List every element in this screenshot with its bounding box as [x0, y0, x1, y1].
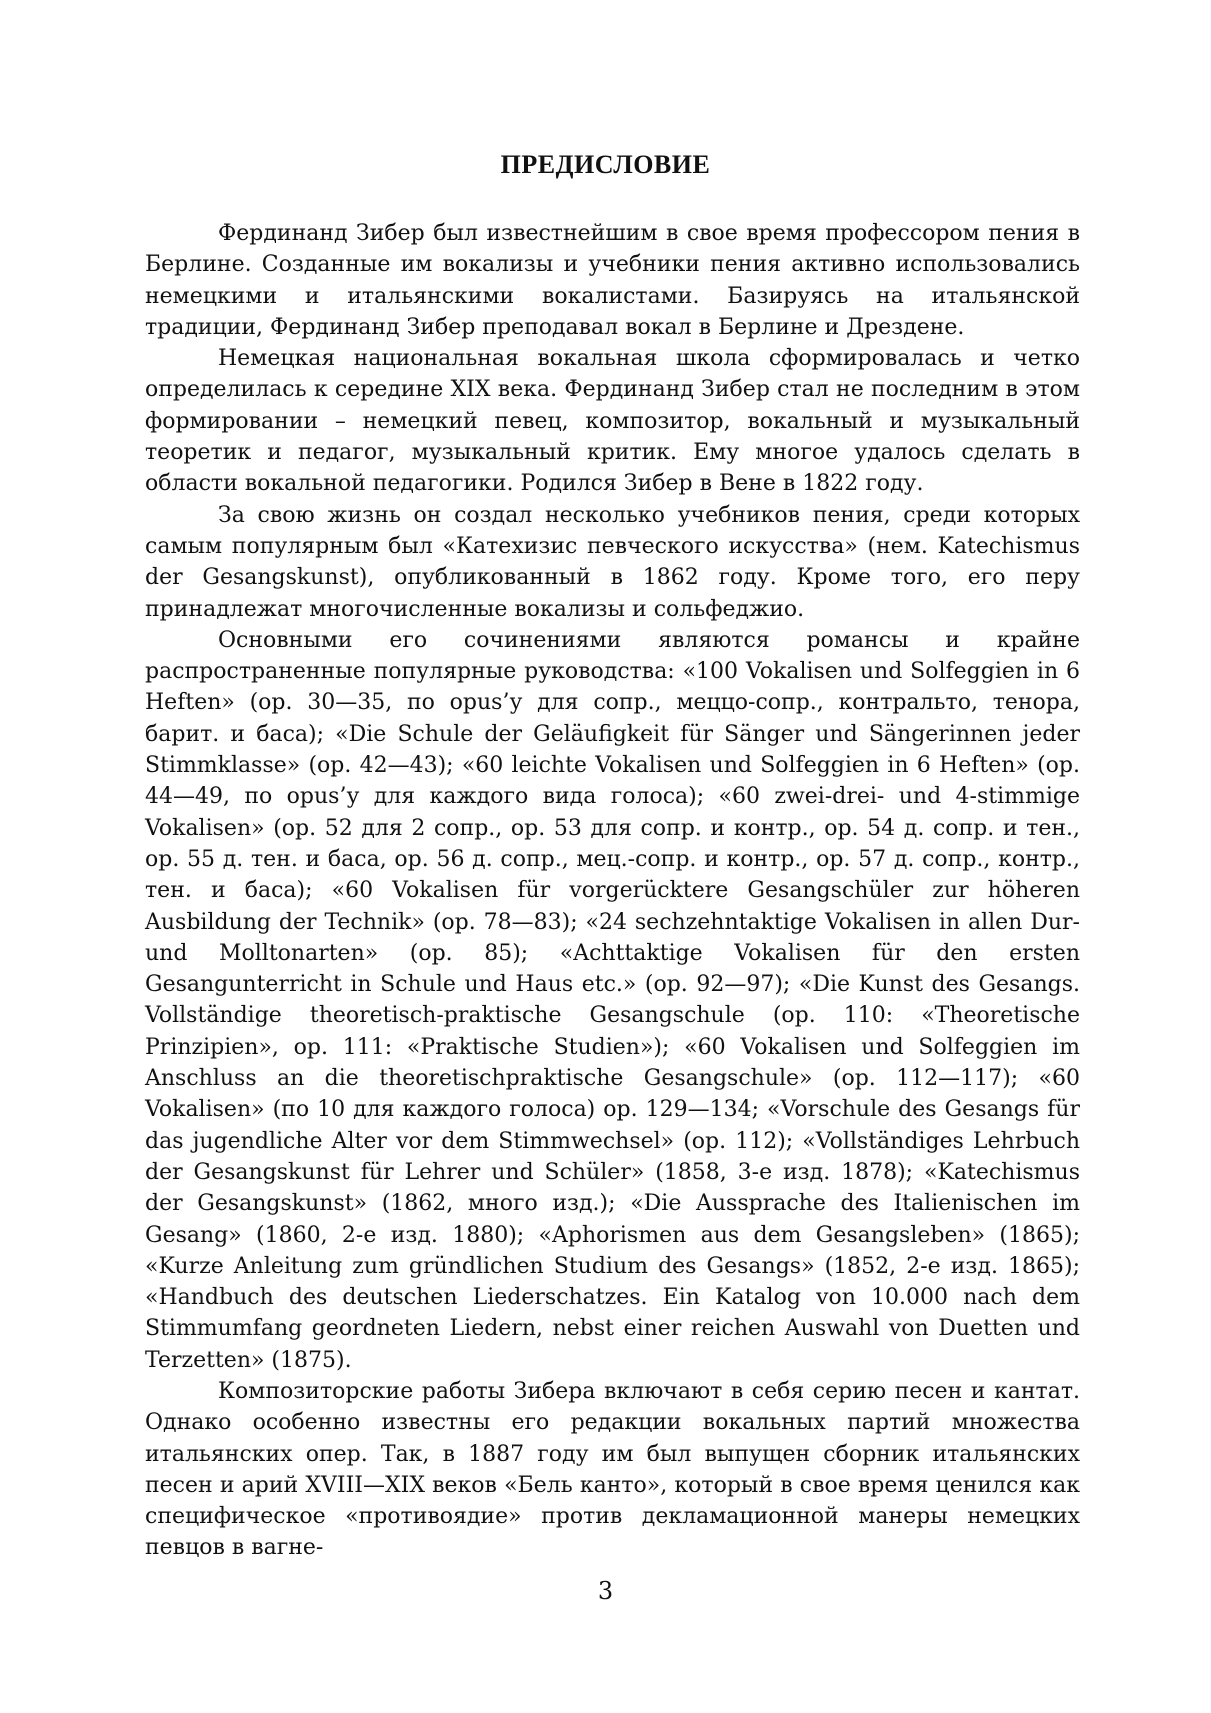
- paragraph: Основными его сочинениями являются романсы и крайне распространенные популярные руководства: «100 Vokalisen und Solfeggien in 6 Heften» (op. 30—35, по opus’у для сопр., меццо-сопр., контральто, тенора, барит. и баса); «Die Schule der Geläufigkeit für Sänger und Sängerinnen jeder Stimmklasse» (op. 42—43); «60 leichte Vokalisen und Solfeggien in 6 Heften» (op. 44—49, по opus’у для каждого вида голоса); «60 zwei-drei- und 4-stimmige Vokalisen» (op. 52 для 2 сопр., op. 53 для сопр. и контр., op. 54 д. сопр. и тен., op. 55 д. тен. и баса, op. 56 д. сопр., мец.-сопр. и контр., op. 57 д. сопр., контр., тен. и баса); «60 Vokalisen für vorgerücktere Gesangschüler zur höheren Ausbildung der Technik» (op. 78—83); «24 sechzehntaktige Vokalisen in allen Dur- und Molltonarten» (op. 85); «Achttaktige Vokalisen für den ersten Gesangunterricht in Schule und Haus etc.» (op. 92—97); «Die Kunst des Gesangs. Vollständige theoretisch-praktische Gesangschule (op. 110: «Theoretische Prinzipien», op. 111: «Praktische Studien»); «60 Vokalisen und Solfeggien im Anschluss an die theoretischpraktische Gesangschule» (op. 112—117); «60 Vokalisen» (по 10 для каждого голоса) op. 129—134; «Vorschule des Gesangs für das jugendliche Alter vor dem Stimmwechsel» (op. 112); «Vollständiges Lehrbuch der Gesangskunst für Lehrer und Schüler» (1858, 3-е изд. 1878); «Katechismus der Gesangskunst» (1862, много изд.); «Die Aussprache des Italienischen im Gesang» (1860, 2-е изд. 1880); «Aphorismen aus dem Gesangsleben» (1865); «Kurze Anleitung zum gründlichen Studium des Gesangs» (1852, 2-е изд. 1865); «Handbuch des deutschen Liederschatzes. Ein Katalog von 10.000 nach dem Stimmumfang geordneten Liedern, nebst einer reichen Auswahl von Duetten und Terzetten» (1875).: [145, 627, 1080, 1373]
- page-number: 3: [597, 1577, 614, 1605]
- paragraph: Фердинанд Зибер был известнейшим в свое время профессором пения в Берлине. Созданные им вокализы и учебники пения активно использовались немецкими и итальянскими вокалистами. Базируясь на итальянской традиции, Фердинанд Зибер преподавал вокал в Берлине и Дрездене.: [145, 221, 1080, 340]
- paragraph: Немецкая национальная вокальная школа сформировалась и четко определилась к середине XIX века. Фердинанд Зибер стал не последним в этом формировании – немецкий певец, композитор, вокальный и музыкальный теоретик и педагог, музыкальный критик. Ему многое удалось сделать в области вокальной педагогики. Родился Зибер в Вене в 1822 году.: [145, 346, 1080, 497]
- page-title: ПРЕДИСЛОВИЕ: [500, 150, 711, 179]
- body-text: [145, 218, 1080, 1564]
- paragraph: За свою жизнь он создал несколько учебников пения, среди которых самым популярным был «Катехизис певческого искусства» (нем. Katechismus der Gesangskunst), опубликованный в 1862 году. Кроме того, его перу принадлежат многочисленные вокализы и сольфеджио.: [145, 502, 1080, 622]
- paragraph: Композиторские работы Зибера включают в себя серию песен и кантат. Однако особенно известны его редакции вокальных партий множества итальянских опер. Так, в 1887 году им был выпущен сборник итальянских песен и арий XVIII—XIX веков «Бель канто», который в свое время ценился как специфическое «противоядие» против декламационной манеры немецких певцов в вагне-: [145, 1378, 1080, 1561]
